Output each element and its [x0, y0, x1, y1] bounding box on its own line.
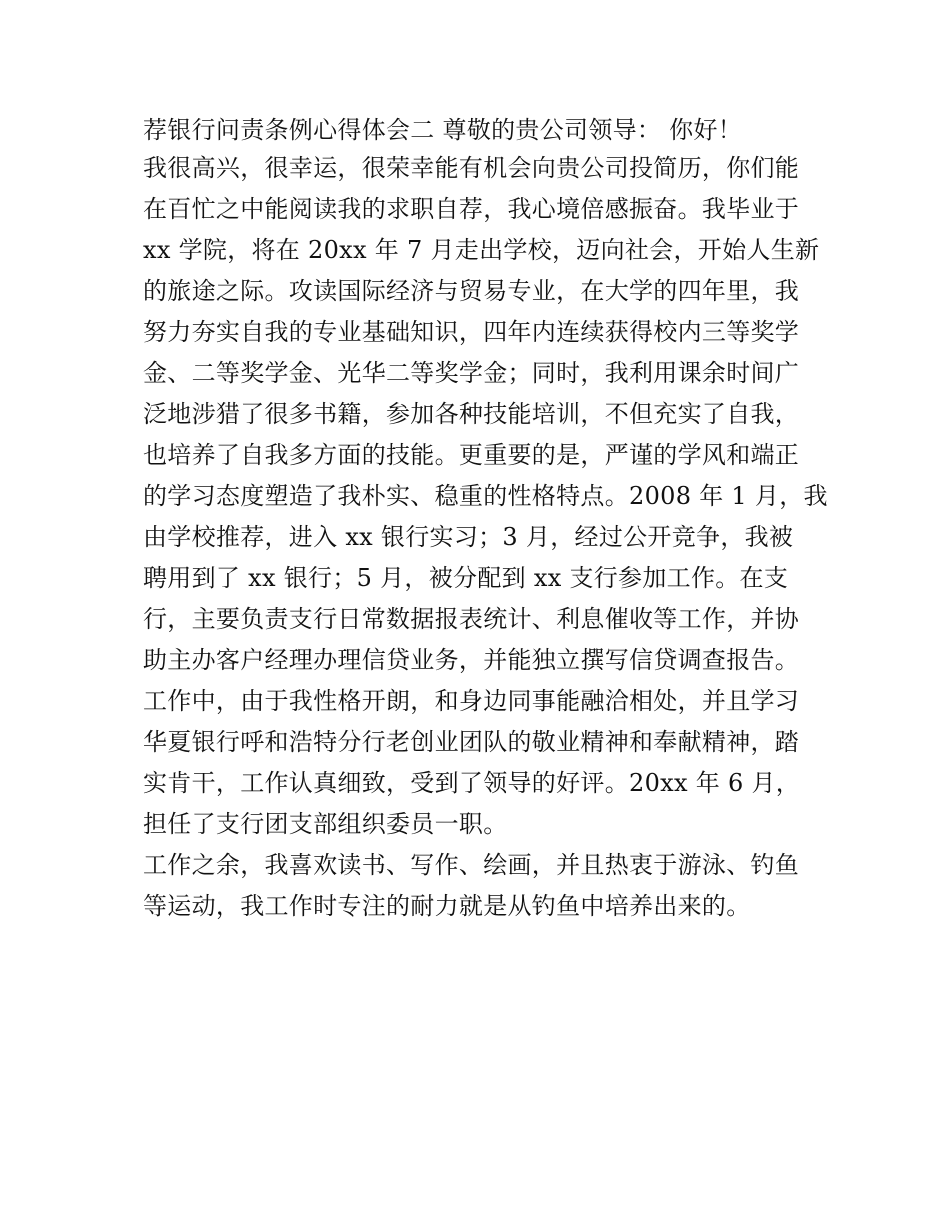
document-line: 我很高兴，很幸运，很荣幸能有机会向贵公司投简历，你们能	[143, 154, 800, 182]
document-line: 金、二等奖学金、光华二等奖学金；同时，我利用课余时间广	[143, 359, 800, 387]
document-line: 的学习态度塑造了我朴实、稳重的性格特点。2008 年 1 月，我	[143, 482, 828, 510]
document-line: 工作之余，我喜欢读书、写作、绘画，并且热衷于游泳、钓鱼	[143, 851, 800, 879]
document-line: 助主办客户经理办理信贷业务，并能独立撰写信贷调查报告。	[143, 646, 800, 674]
document-line: 荐银行问责条例心得体会二 尊敬的贵公司领导： 你好！	[143, 116, 743, 144]
document-line: 泛地涉猎了很多书籍，参加各种技能培训，不但充实了自我，	[143, 400, 800, 428]
document-line: 也培养了自我多方面的技能。更重要的是，严谨的学风和端正	[143, 441, 800, 469]
document-line: 担任了支行团支部组织委员一职。	[143, 810, 508, 838]
document-line: 由学校推荐，进入 xx 银行实习；3 月，经过公开竞争，我被	[143, 523, 794, 551]
document-line: 努力夯实自我的专业基础知识，四年内连续获得校内三等奖学	[143, 318, 800, 346]
document-line: 工作中，由于我性格开朗，和身边同事能融洽相处，并且学习	[143, 687, 800, 715]
document-line: 实肯干，工作认真细致，受到了领导的好评。20xx 年 6 月，	[143, 769, 801, 797]
document-line: 在百忙之中能阅读我的求职自荐，我心境倍感振奋。我毕业于	[143, 195, 800, 223]
document-line: xx 学院，将在 20xx 年 7 月走出学校，迈向社会，开始人生新	[143, 236, 820, 264]
document-line: 行，主要负责支行日常数据报表统计、利息催收等工作，并协	[143, 605, 800, 633]
document-line: 华夏银行呼和浩特分行老创业团队的敬业精神和奉献精神，踏	[143, 728, 800, 756]
document-body	[143, 112, 833, 927]
document-line: 聘用到了 xx 银行；5 月，被分配到 xx 支行参加工作。在支	[143, 564, 789, 592]
document-line: 等运动，我工作时专注的耐力就是从钓鱼中培养出来的。	[143, 892, 751, 920]
document-line: 的旅途之际。攻读国际经济与贸易专业，在大学的四年里，我	[143, 277, 800, 305]
